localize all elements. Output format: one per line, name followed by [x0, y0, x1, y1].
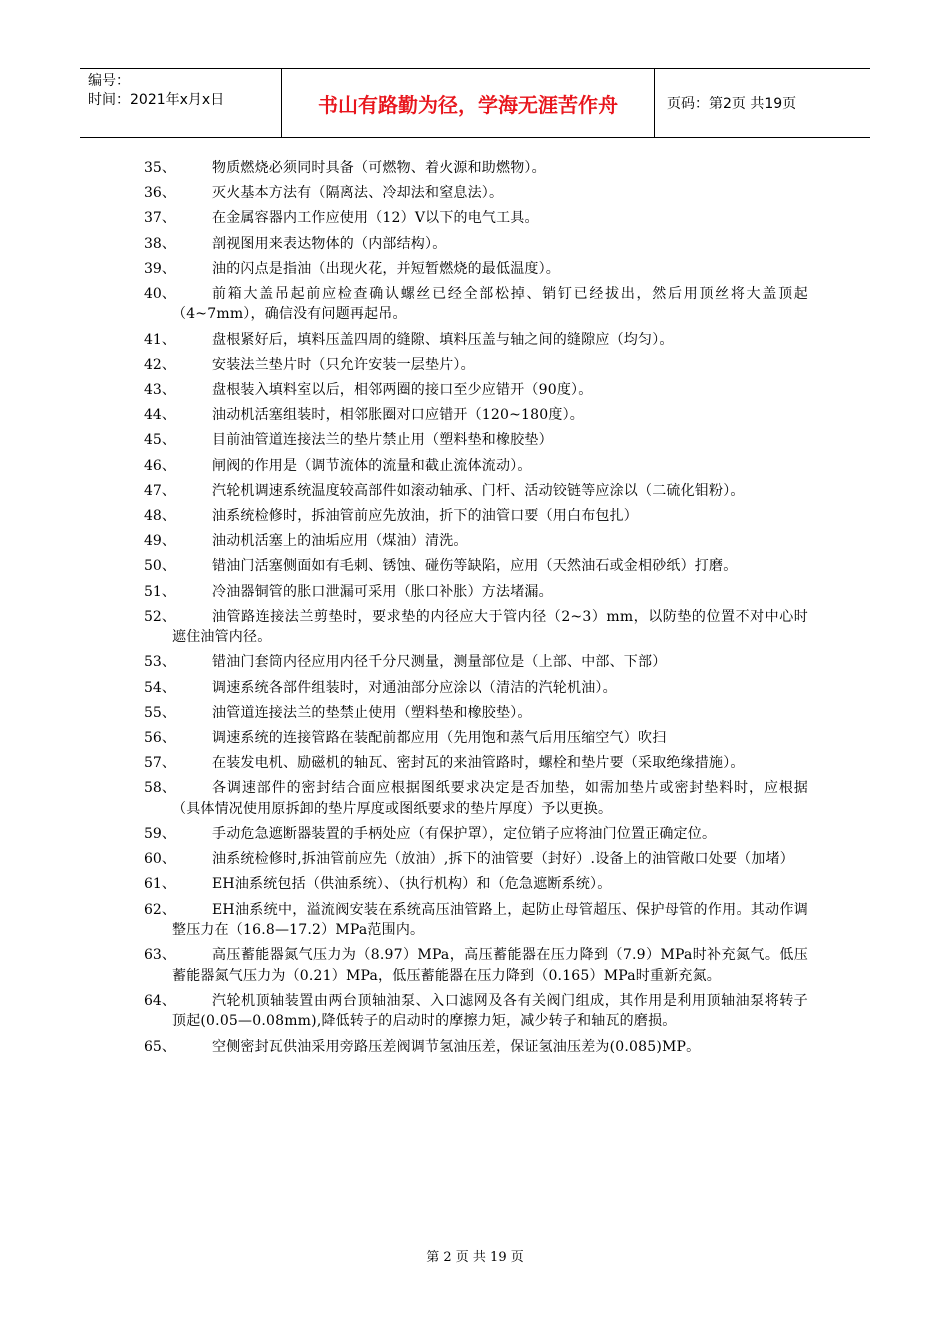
item-number: 36、 [144, 185, 176, 202]
item-number: 41、 [144, 331, 176, 348]
list-item [0, 506, 950, 527]
item-text: 汽轮机顶轴装置由两台顶轴油泵、入口滤网及各有关阀门组成，其作用是利用顶轴油泵将转子顶起(0.05—0.08mm),降低转子的启动时的摩擦力矩，减少转子和轴瓦的磨损。 [172, 992, 808, 1030]
item-text: 在装发电机、励磁机的轴瓦、密封瓦的来油管路时，螺栓和垫片要（采取绝缘措施）。 [212, 755, 745, 772]
item-number: 61、 [144, 876, 176, 893]
item-number: 38、 [144, 235, 176, 252]
item-text: 剖视图用来表达物体的（内部结构）。 [212, 235, 447, 252]
page-footer: 第 2 页 共 19 页 [426, 1250, 524, 1265]
header-meta [80, 69, 282, 137]
item-text: 油管道连接法兰的垫禁止使用（塑料垫和橡胶垫）。 [212, 704, 532, 721]
item-number: 57、 [144, 755, 176, 772]
list-item [0, 481, 950, 502]
item-number: 45、 [144, 432, 176, 449]
list-item [0, 380, 950, 401]
item-number: 54、 [144, 679, 176, 696]
item-text: EH油系统中，溢流阀安装在系统高压油管路上，起防止母管超压、保护母管的作用。其动作调整压力在（16.8—17.2）MPa范围内。 [172, 901, 808, 939]
item-text: 在金属容器内工作应使用（12）V以下的电气工具。 [212, 210, 539, 227]
list-item [0, 531, 950, 552]
item-text: 空侧密封瓦供油采用旁路压差阀调节氢油压差，保证氢油压差为(0.085)MP。 [212, 1038, 701, 1055]
list-item [0, 900, 950, 941]
list-item [0, 849, 950, 870]
item-text: 前箱大盖吊起前应检查确认螺丝已经全部松掉、销钉已经拔出，然后用顶丝将大盖顶起（4~7mm），确信没有问题再起吊。 [172, 285, 808, 323]
document-time-label: 时间：2021年x月x日 [88, 92, 225, 108]
list-item [0, 234, 950, 255]
item-number: 48、 [144, 507, 176, 524]
list-item [0, 259, 950, 280]
item-number: 62、 [144, 901, 176, 918]
list-item [0, 330, 950, 351]
item-text: EH油系统包括（供油系统）、（执行机构）和（危急遮断系统）。 [212, 876, 612, 893]
list-item [0, 208, 950, 229]
list-item [0, 607, 950, 648]
list-item [0, 678, 950, 699]
item-text: 闸阀的作用是（调节流体的流量和截止流体流动）。 [212, 457, 532, 474]
item-text: 手动危急遮断器装置的手柄处应（有保护罩），定位销子应将油门位置正确定位。 [212, 826, 717, 842]
item-text: 冷油器铜管的胀口泄漏可采用（胀口补胀）方法堵漏。 [212, 583, 553, 600]
list-item [0, 874, 950, 895]
item-number: 52、 [144, 608, 176, 625]
item-text: 错油门套筒内径应用内径千分尺测量，测量部位是（上部、中部、下部） [212, 654, 667, 671]
list-item [0, 556, 950, 577]
list-item [0, 824, 950, 845]
header-page-label: 页码：第2页 共19页 [667, 96, 797, 112]
item-number: 42、 [144, 356, 176, 373]
item-text: 高压蓄能器氮气压力为（8.97）MPa，高压蓄能器在压力降到（7.9）MPa时补充氮气。低压蓄能器氮气压力为（0.21）MPa，低压蓄能器在压力降到（0.165）MPa时重新充氮。 [172, 947, 808, 984]
item-number: 63、 [144, 947, 176, 964]
item-text: 油动机活塞上的油垢应用（煤油）清洗。 [212, 533, 468, 550]
item-text: 油系统检修时，拆油管前应先放油，折下的油管口要（用白布包扎） [212, 507, 638, 524]
item-text: 灭火基本方法有（隔离法、冷却法和窒息法）。 [212, 185, 504, 202]
item-number: 39、 [144, 260, 176, 277]
list-item [0, 778, 950, 819]
item-text: 错油门活塞侧面如有毛刺、锈蚀、碰伤等缺陷，应用（天然油石或金相砂纸）打磨。 [212, 558, 738, 575]
document-number-label: 编号： [88, 73, 130, 89]
item-number: 58、 [144, 780, 176, 797]
list-item [0, 753, 950, 774]
header-motto: 书山有路勤为径，学海无涯苦作舟 [282, 69, 655, 137]
list-item [0, 430, 950, 451]
item-text: 调速系统的连接管路在装配前都应用（先用饱和蒸气后用压缩空气）吹扫 [212, 729, 667, 746]
list-item [0, 652, 950, 673]
item-text: 汽轮机调速系统温度较高部件如滚动轴承、门杆、活动铰链等应涂以（二硫化钼粉）。 [212, 482, 745, 499]
page-header [80, 68, 870, 138]
list-item [0, 456, 950, 477]
list-item [0, 945, 950, 986]
list-item [0, 183, 950, 204]
item-number: 37、 [144, 210, 176, 227]
item-number: 46、 [144, 457, 176, 474]
list-item [0, 991, 950, 1032]
list-item [0, 1037, 950, 1058]
item-number: 65、 [144, 1038, 176, 1055]
list-item [0, 355, 950, 376]
question-list [0, 158, 950, 1062]
list-item [0, 728, 950, 749]
list-item [0, 158, 950, 179]
item-number: 60、 [144, 851, 176, 868]
item-text: 目前油管道连接法兰的垫片禁止用（塑料垫和橡胶垫） [212, 432, 553, 449]
item-number: 51、 [144, 583, 176, 600]
item-text: 油系统检修时,拆油管前应先（放油）,拆下的油管要（封好）.设备上的油管敞口处要（加堵） [212, 851, 794, 868]
item-number: 35、 [144, 160, 176, 176]
item-text: 油的闪点是指油（出现火花，并短暂燃烧的最低温度）。 [212, 260, 560, 277]
item-number: 59、 [144, 826, 176, 842]
item-number: 40、 [144, 285, 176, 302]
item-number: 47、 [144, 482, 176, 499]
item-text: 盘根装入填料室以后，相邻两圈的接口至少应错开（90度）。 [212, 382, 593, 398]
item-number: 43、 [144, 382, 176, 398]
item-text: 盘根紧好后，填料压盖四周的缝隙、填料压盖与轴之间的缝隙应（均匀）。 [212, 331, 674, 348]
item-number: 53、 [144, 654, 176, 671]
item-number: 50、 [144, 558, 176, 575]
item-number: 44、 [144, 407, 176, 424]
list-item [0, 582, 950, 603]
list-item [0, 284, 950, 325]
item-text: 调速系统各部件组装时，对通油部分应涂以（清洁的汽轮机油）。 [212, 679, 617, 696]
item-text: 物质燃烧必须同时具备（可燃物、着火源和助燃物）。 [212, 160, 546, 176]
item-number: 56、 [144, 729, 176, 746]
item-number: 55、 [144, 704, 176, 721]
item-text: 油动机活塞组装时，相邻胀圈对口应错开（120~180度）。 [212, 407, 584, 424]
list-item [0, 703, 950, 724]
item-number: 49、 [144, 533, 176, 550]
item-text: 各调速部件的密封结合面应根据图纸要求决定是否加垫，如需加垫片或密封垫料时，应根据（具体情况使用原拆卸的垫片厚度或图纸要求的垫片厚度）予以更换。 [172, 780, 808, 817]
item-number: 64、 [144, 992, 176, 1009]
item-text: 油管路连接法兰剪垫时，要求垫的内径应大于管内径（2~3）mm，以防垫的位置不对中心时遮住油管内径。 [172, 608, 808, 646]
list-item [0, 405, 950, 426]
item-text: 安装法兰垫片时（只允许安装一层垫片）。 [212, 356, 475, 373]
